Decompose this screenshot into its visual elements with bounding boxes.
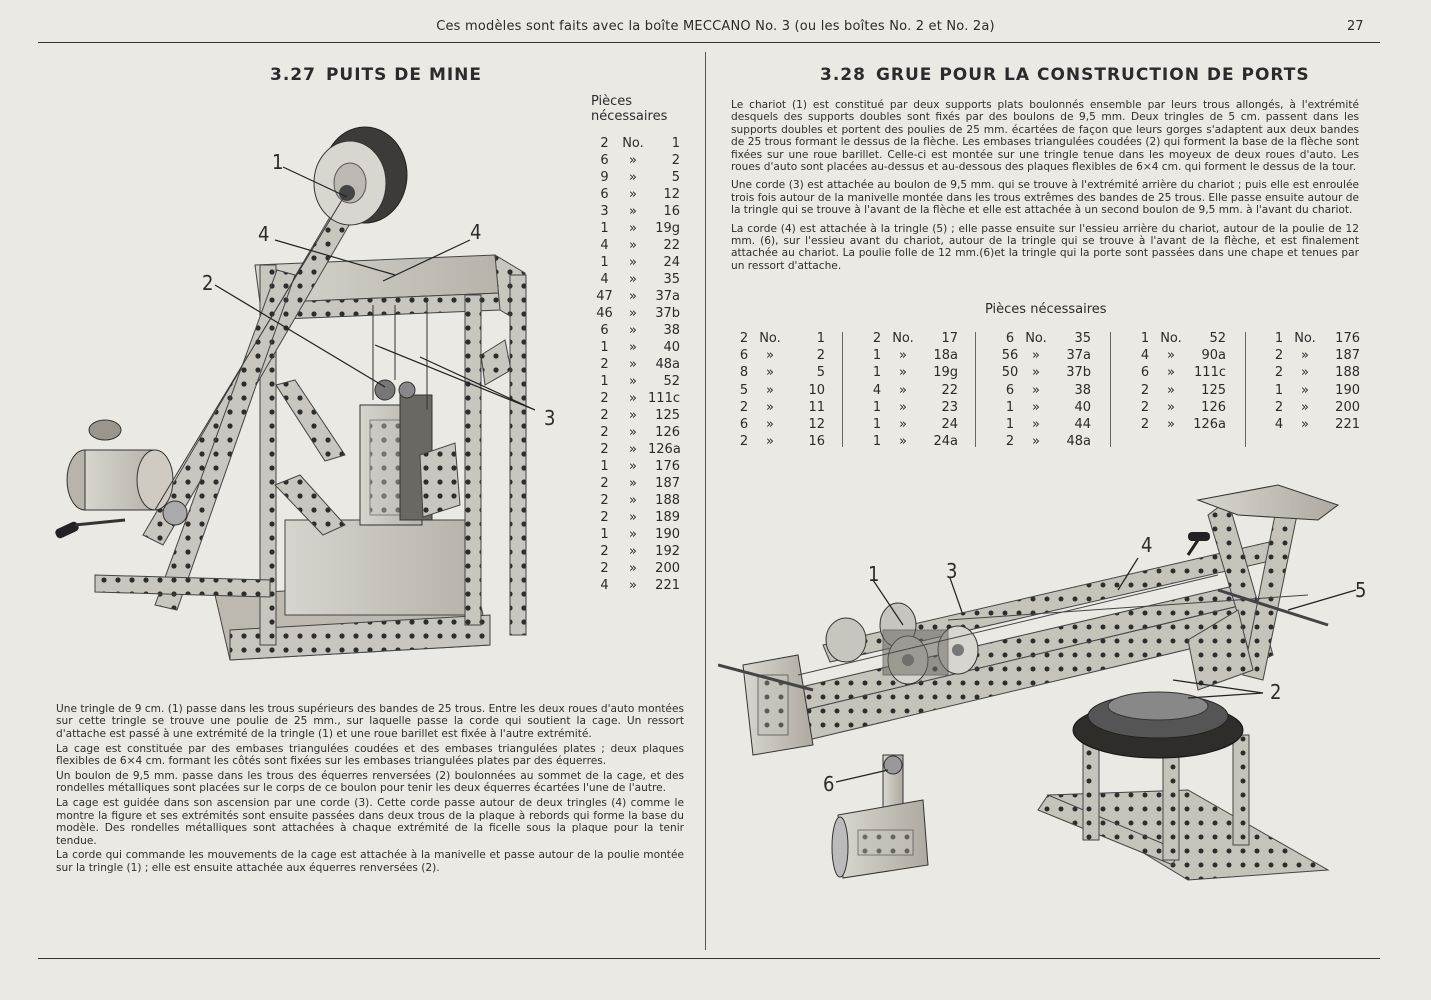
part-ref: 35 — [1074, 331, 1091, 346]
part-ref: 48a — [1066, 434, 1091, 450]
part-qty: 1 — [1005, 416, 1015, 432]
part-qty: 2 — [1274, 399, 1284, 415]
part-ref: 221 — [655, 578, 680, 593]
part-ref: 221 — [1335, 416, 1360, 432]
part-no: No. — [759, 331, 781, 346]
part-qty: 2 — [739, 434, 749, 450]
part-qty: 2 — [600, 136, 609, 151]
part-no: » — [766, 382, 774, 398]
parts-row — [1268, 416, 1360, 433]
part-no: » — [1167, 382, 1175, 398]
part-ref: 52 — [663, 374, 680, 389]
part-no: » — [629, 544, 637, 559]
part-qty: 1 — [1274, 382, 1284, 398]
part-ref: 190 — [1335, 382, 1360, 398]
part-ref: 18a — [933, 348, 958, 364]
part-ref: 37a — [655, 289, 680, 304]
parts-separator — [975, 332, 976, 447]
parts-row — [733, 364, 825, 381]
parts-row — [733, 382, 825, 399]
part-qty: 2 — [600, 561, 609, 576]
part-no: » — [629, 204, 637, 219]
parts-row — [1268, 382, 1360, 399]
paragraph: La cage est constituée par des embases triangulées coudées et des embases triangulées plates ; deux plaques flexibles de 6×4 cm. formant les côtés sont fixées sur les embases triangulées plates par des équerres. — [56, 742, 684, 768]
part-no: » — [1032, 382, 1040, 398]
part-ref: 5 — [671, 170, 680, 185]
right-pieces-heading: Pièces nécessaires — [985, 302, 1107, 317]
parts-row — [733, 433, 825, 450]
part-ref: 111c — [1194, 365, 1226, 381]
part-ref: 125 — [1201, 382, 1226, 398]
callout-2: 2 — [202, 271, 214, 295]
page-number: 27 — [1347, 19, 1364, 34]
part-no: » — [629, 272, 637, 287]
part-qty: 47 — [596, 289, 613, 304]
parts-row — [591, 441, 680, 458]
part-qty: 6 — [600, 323, 609, 338]
right-parts-group-3 — [999, 330, 1091, 450]
paragraph: Une tringle de 9 cm. (1) passe dans les trous supérieurs des bandes de 25 trous. Entre les deux roues d'auto montées sur cette tringle se trouve une poulie de 25 mm., sur laquelle passe la corde qui soutient la cage. Un ressort d'attache est passé à une extrémité de la tringle (1) et une roue barillet est fixée à l'autre extrémité. — [56, 703, 684, 740]
parts-row — [591, 152, 680, 169]
part-qty: 6 — [600, 153, 609, 168]
part-no: » — [629, 391, 637, 406]
paragraph: Le chariot (1) est constitué par deux supports plats boulonnés ensemble par leurs trous allongés, à l'extrémité desquels des supports doubles sont fixés par des boulons de 9,5 mm. Deux tringles de 5 cm. passent dans les supports doubles et portent des poulies de 25 mm. écartées de façon que leurs gorges s'adaptent aux deux bandes de 25 trous formant le dessus de la flèche. Les embases triangulées coudées (2) qui forment la base de la flèche sont fixées sur une roue barillet. Celle-ci est montée sur une tringle tenue dans les moyeux de deux roues d'auto. Les roues d'auto sont placées au-dessus et au-dessous des plaques flexibles de 6×4 cm. qui forment le dessus de la tour. — [731, 99, 1359, 174]
left-model-name: PUITS DE MINE — [325, 65, 483, 85]
part-qty: 5 — [739, 382, 749, 398]
part-no: » — [766, 416, 774, 432]
parts-row — [866, 382, 958, 399]
parts-row — [591, 577, 680, 594]
part-no: » — [1301, 382, 1309, 398]
right-model-name: GRUE POUR LA CONSTRUCTION DE PORTS — [875, 65, 1310, 85]
parts-row — [1134, 347, 1226, 364]
part-no: » — [899, 365, 907, 381]
part-qty: 6 — [739, 348, 749, 364]
part-no: » — [1032, 416, 1040, 432]
left-model-number: 3.27 — [270, 65, 316, 85]
right-description — [731, 99, 1359, 278]
part-ref: 2 — [816, 348, 825, 364]
right-model-number: 3.28 — [820, 65, 866, 85]
part-no: » — [1032, 434, 1040, 450]
part-ref: 44 — [1074, 416, 1091, 432]
part-qty: 3 — [600, 204, 609, 219]
part-no: » — [629, 221, 637, 236]
part-qty: 2 — [1005, 434, 1015, 450]
part-ref: 190 — [655, 527, 680, 542]
part-qty: 2 — [600, 544, 609, 559]
parts-row — [1134, 364, 1226, 381]
parts-row — [733, 399, 825, 416]
mine-shaft-illustration — [55, 125, 535, 665]
part-ref: 188 — [655, 493, 680, 508]
part-no: » — [766, 348, 774, 364]
part-qty: 2 — [1274, 365, 1284, 381]
parts-row — [591, 220, 680, 237]
parts-row — [591, 543, 680, 560]
parts-row — [999, 433, 1091, 450]
part-no: » — [629, 408, 637, 423]
part-ref: 19g — [655, 221, 680, 236]
part-no: No. — [622, 136, 644, 151]
part-qty: 1 — [872, 416, 882, 432]
part-qty: 2 — [600, 476, 609, 491]
left-description — [56, 703, 684, 877]
parts-row — [591, 356, 680, 373]
parts-row — [999, 382, 1091, 399]
part-qty: 2 — [600, 357, 609, 372]
parts-row — [1134, 416, 1226, 433]
part-ref: 12 — [663, 187, 680, 202]
parts-row — [866, 433, 958, 450]
part-ref: 37a — [1066, 348, 1091, 364]
parts-row — [866, 364, 958, 381]
crane-callout-1: 1 — [868, 562, 880, 586]
part-ref: 22 — [663, 238, 680, 253]
parts-row — [866, 330, 958, 347]
part-ref: 38 — [1074, 382, 1091, 398]
part-no: » — [1301, 399, 1309, 415]
part-no: » — [1032, 365, 1040, 381]
parts-row — [591, 186, 680, 203]
right-parts-group-2 — [866, 330, 958, 450]
part-no: » — [899, 382, 907, 398]
part-ref: 22 — [941, 382, 958, 398]
part-no: » — [1167, 365, 1175, 381]
part-ref: 125 — [655, 408, 680, 423]
part-qty: 4 — [600, 238, 609, 253]
part-no: » — [629, 323, 637, 338]
crane-callout-6: 6 — [823, 772, 835, 796]
part-qty: 2 — [600, 493, 609, 508]
part-ref: 126a — [648, 442, 681, 457]
parts-row — [591, 390, 680, 407]
parts-row — [999, 347, 1091, 364]
crane-callout-5: 5 — [1355, 578, 1367, 602]
part-qty: 1 — [600, 527, 609, 542]
part-no: » — [899, 399, 907, 415]
parts-row — [591, 373, 680, 390]
parts-row — [1268, 399, 1360, 416]
part-no: No. — [1025, 331, 1047, 346]
parts-row — [591, 475, 680, 492]
part-no: » — [629, 357, 637, 372]
part-ref: 19g — [933, 365, 958, 381]
part-ref: 35 — [663, 272, 680, 287]
part-qty: 46 — [596, 306, 613, 321]
part-no: » — [1301, 365, 1309, 381]
parts-row — [733, 347, 825, 364]
parts-row — [866, 416, 958, 433]
right-parts-group-5 — [1268, 330, 1360, 433]
part-ref: 40 — [1074, 399, 1091, 415]
part-no: » — [629, 578, 637, 593]
part-no: » — [629, 459, 637, 474]
part-qty: 2 — [1140, 382, 1150, 398]
paragraph: La cage est guidée dans son ascension par une corde (3). Cette corde passe autour de deux tringles (4) comme le montre la figure et ses extrémités sont ensuite passées dans deux trous de la plaque à rebords qui forme la base du modèle. Des rondelles métalliques sont attachées à chaque extrémité de la ficelle sous la plaque pour la tenir tendue. — [56, 797, 684, 847]
part-qty: 4 — [600, 272, 609, 287]
callout-4-left: 4 — [258, 222, 270, 246]
column-divider — [705, 52, 706, 950]
part-ref: 2 — [671, 153, 680, 168]
part-qty: 2 — [1274, 348, 1284, 364]
part-ref: 200 — [1335, 399, 1360, 415]
part-ref: 188 — [1335, 365, 1360, 381]
parts-row — [591, 509, 680, 526]
part-ref: 126 — [1201, 399, 1226, 415]
part-qty: 2 — [1140, 399, 1150, 415]
part-qty: 50 — [1001, 365, 1019, 381]
part-no: » — [1032, 399, 1040, 415]
part-qty: 2 — [1140, 416, 1150, 432]
parts-row — [591, 322, 680, 339]
mine-shaft-drawing — [55, 125, 535, 665]
part-ref: 16 — [808, 434, 825, 450]
parts-row — [591, 305, 680, 322]
part-ref: 38 — [663, 323, 680, 338]
bottom-rule — [38, 958, 1380, 959]
parts-row — [591, 458, 680, 475]
part-qty: 1 — [600, 459, 609, 474]
parts-row — [591, 288, 680, 305]
part-no: » — [766, 434, 774, 450]
part-no: » — [1167, 348, 1175, 364]
part-no: » — [1032, 348, 1040, 364]
part-ref: 40 — [663, 340, 680, 355]
parts-row — [999, 399, 1091, 416]
callout-4-right: 4 — [470, 220, 482, 244]
parts-row — [733, 330, 825, 347]
left-pieces-heading — [591, 94, 667, 124]
parts-row — [591, 237, 680, 254]
part-qty: 2 — [872, 331, 882, 346]
part-no: » — [629, 153, 637, 168]
parts-row — [591, 169, 680, 186]
part-qty: 1 — [600, 221, 609, 236]
part-ref: 187 — [655, 476, 680, 491]
right-parts-group-1 — [733, 330, 825, 450]
part-no: » — [629, 442, 637, 457]
part-ref: 48a — [655, 357, 680, 372]
part-no: » — [766, 399, 774, 415]
part-no: » — [629, 561, 637, 576]
part-qty: 6 — [1005, 382, 1015, 398]
part-ref: 111c — [648, 391, 680, 406]
crane-callout-4: 4 — [1141, 533, 1153, 557]
part-no: » — [899, 416, 907, 432]
part-qty: 1 — [1005, 399, 1015, 415]
parts-row — [1268, 330, 1360, 347]
part-no: No. — [892, 331, 914, 346]
part-ref: 5 — [816, 365, 825, 381]
part-no: » — [629, 493, 637, 508]
part-ref: 176 — [1335, 331, 1360, 346]
part-ref: 189 — [655, 510, 680, 525]
parts-row — [999, 364, 1091, 381]
right-parts-group-4 — [1134, 330, 1226, 433]
part-qty: 4 — [872, 382, 882, 398]
parts-row — [1268, 364, 1360, 381]
part-no: » — [629, 255, 637, 270]
paragraph: Une corde (3) est attachée au boulon de 9,5 mm. qui se trouve à l'extrémité arrière du chariot ; puis elle est enroulée trois fois autour de la manivelle montée dans les trous extrêmes des bandes de 25 trous. Elle passe ensuite autour de la tringle qui se trouve à l'avant de la flèche et elle est attachée à un second boulon de 9,5 mm. à l'avant du chariot. — [731, 179, 1360, 217]
part-no: » — [629, 238, 637, 253]
part-ref: 24a — [933, 434, 958, 450]
part-ref: 126 — [655, 425, 680, 440]
callout-1: 1 — [272, 150, 284, 174]
part-qty: 2 — [739, 399, 749, 415]
part-qty: 1 — [872, 365, 882, 381]
crane-callout-3: 3 — [946, 559, 958, 583]
part-no: » — [629, 289, 637, 304]
part-ref: 52 — [1209, 331, 1226, 346]
part-qty: 1 — [1274, 331, 1284, 346]
part-ref: 17 — [941, 331, 958, 346]
part-no: » — [629, 340, 637, 355]
part-qty: 4 — [1274, 416, 1284, 432]
part-ref: 192 — [655, 544, 680, 559]
parts-row — [591, 135, 680, 152]
left-pieces-heading-line2: nécessaires — [591, 109, 668, 124]
part-no: » — [629, 170, 637, 185]
part-qty: 6 — [1140, 365, 1150, 381]
paragraph: La corde (4) est attachée à la tringle (5) ; elle passe ensuite sur l'essieu arrière du chariot, autour de la poulie de 12 mm. (6), sur l'essieu avant du chariot, autour de la tringle qui se trouve à l'avant de la flèche, et est finalement attachée au chariot. La poulie folle de 12 mm.(6)et la tringle qui la porte sont passées dans une chape et tenues par un ressort d'attache. — [731, 222, 1359, 272]
part-qty: 4 — [1140, 348, 1150, 364]
part-no: » — [1301, 348, 1309, 364]
left-parts-list — [591, 135, 680, 594]
parts-row — [591, 560, 680, 577]
parts-row — [733, 416, 825, 433]
parts-row — [591, 339, 680, 356]
crane-callout-2: 2 — [1270, 680, 1282, 704]
running-header: Ces modèles sont faits avec la boîte MECCANO No. 3 (ou les boîtes No. 2 et No. 2a) — [436, 19, 995, 34]
parts-row — [866, 399, 958, 416]
part-qty: 1 — [1140, 331, 1150, 346]
parts-row — [591, 203, 680, 220]
part-no: » — [629, 510, 637, 525]
part-no: No. — [1294, 331, 1316, 346]
part-qty: 2 — [600, 510, 609, 525]
part-no: » — [629, 187, 637, 202]
parts-row — [1268, 347, 1360, 364]
part-ref: 24 — [941, 416, 958, 432]
part-ref: 37b — [655, 306, 680, 321]
left-pieces-heading-line1: Pièces — [591, 94, 633, 109]
parts-row — [999, 330, 1091, 347]
part-no: » — [1167, 416, 1175, 432]
part-qty: 1 — [872, 348, 882, 364]
part-ref: 37b — [1066, 365, 1091, 381]
parts-separator — [842, 332, 843, 447]
part-ref: 176 — [655, 459, 680, 474]
paragraph: Un boulon de 9,5 mm. passe dans les trous des équerres renversées (2) boulonnées au sommet de la cage, et des rondelles métalliques sont placées sur le corps de ce boulon pour tenir les deux équerres écartées l'une de l'autre. — [56, 770, 684, 795]
part-ref: 11 — [808, 399, 825, 415]
parts-row — [591, 526, 680, 543]
part-ref: 24 — [663, 255, 680, 270]
part-qty: 1 — [600, 340, 609, 355]
part-qty: 2 — [600, 425, 609, 440]
part-ref: 10 — [808, 382, 825, 398]
part-no: » — [899, 348, 907, 364]
part-no: » — [899, 434, 907, 450]
parts-row — [866, 347, 958, 364]
part-qty: 1 — [600, 374, 609, 389]
part-no: » — [629, 527, 637, 542]
parts-row — [1134, 382, 1226, 399]
part-qty: 4 — [600, 578, 609, 593]
part-ref: 23 — [941, 399, 958, 415]
part-no: » — [629, 476, 637, 491]
right-model-title — [820, 65, 1310, 85]
part-qty: 6 — [600, 187, 609, 202]
part-no: » — [629, 425, 637, 440]
part-qty: 56 — [1001, 348, 1019, 364]
part-qty: 8 — [739, 365, 749, 381]
parts-row — [591, 424, 680, 441]
parts-row — [591, 492, 680, 509]
part-qty: 1 — [600, 255, 609, 270]
part-qty: 9 — [600, 170, 609, 185]
part-qty: 2 — [600, 391, 609, 406]
parts-row — [591, 271, 680, 288]
parts-row — [591, 254, 680, 271]
part-ref: 1 — [816, 331, 825, 346]
part-ref: 126a — [1193, 416, 1226, 432]
part-ref: 187 — [1335, 348, 1360, 364]
parts-row — [1134, 399, 1226, 416]
parts-row — [591, 407, 680, 424]
part-no: » — [629, 306, 637, 321]
parts-row — [999, 416, 1091, 433]
parts-row — [1134, 330, 1226, 347]
part-no: » — [1301, 416, 1309, 432]
callout-3: 3 — [544, 406, 556, 430]
part-qty: 6 — [1005, 331, 1015, 346]
part-qty: 1 — [872, 434, 882, 450]
parts-separator — [1110, 332, 1111, 447]
part-qty: 2 — [739, 331, 749, 346]
part-ref: 200 — [655, 561, 680, 576]
part-ref: 16 — [663, 204, 680, 219]
part-ref: 90a — [1201, 348, 1226, 364]
part-qty: 2 — [600, 442, 609, 457]
part-qty: 1 — [872, 399, 882, 415]
part-no: » — [766, 365, 774, 381]
part-ref: 12 — [808, 416, 825, 432]
part-no: » — [629, 374, 637, 389]
top-rule — [38, 42, 1380, 43]
paragraph: La corde qui commande les mouvements de la cage est attachée à la manivelle et passe autour de la poulie montée sur la tringle (1) ; elle est ensuite attachée aux équerres renversées (2). — [56, 849, 684, 874]
part-no: » — [1167, 399, 1175, 415]
part-qty: 2 — [600, 408, 609, 423]
part-no: No. — [1160, 331, 1182, 346]
parts-separator — [1245, 332, 1246, 447]
part-qty: 6 — [739, 416, 749, 432]
left-model-title — [270, 65, 482, 85]
part-ref: 1 — [671, 136, 680, 151]
